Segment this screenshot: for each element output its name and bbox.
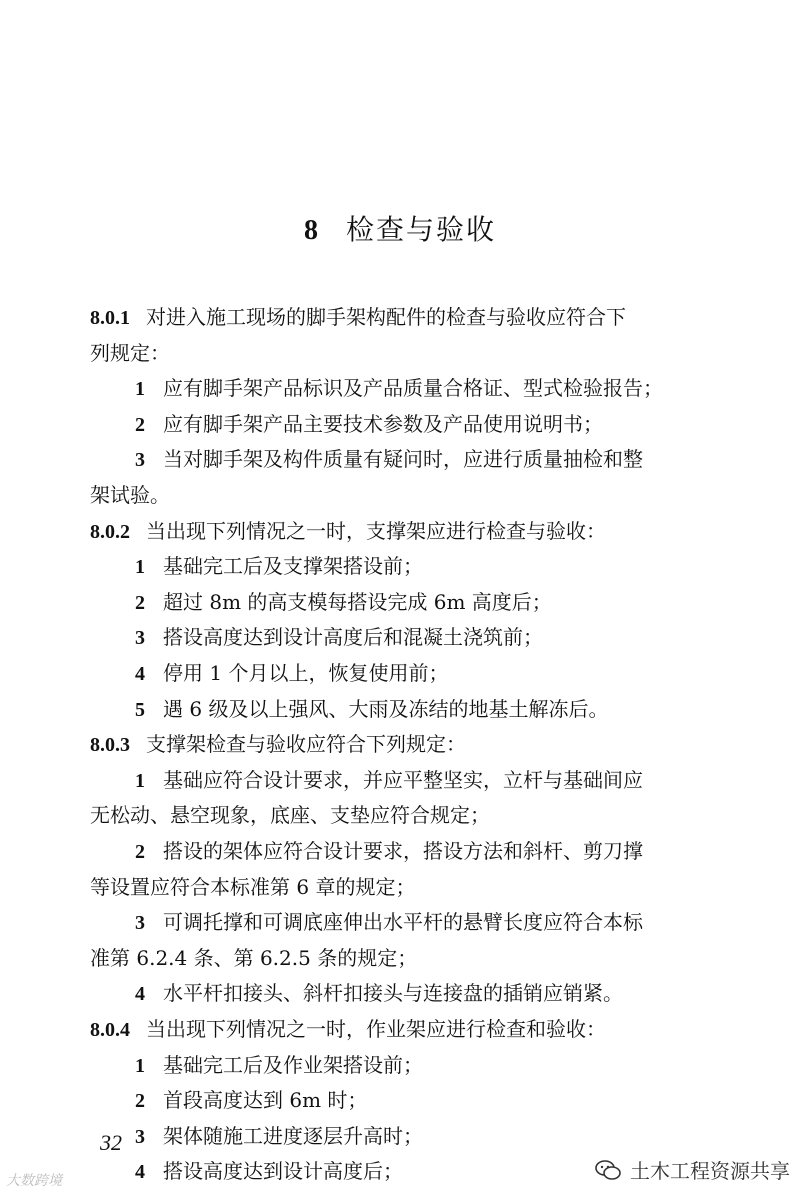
clause-text: 当出现下列情况之一时，支撑架应进行检查与验收：	[146, 518, 606, 543]
item-text: 超过 8m 的高支模每搭设完成 6m 高度后；	[163, 589, 552, 614]
item-number: 4	[135, 663, 145, 685]
list-item	[90, 943, 714, 973]
item-text: 架体随施工进度逐层升高时；	[163, 1123, 423, 1148]
clause-number: 8.0.4	[90, 1019, 130, 1041]
list-item	[135, 373, 759, 404]
item-text: 停用 1 个月以上，恢复使用前；	[163, 661, 449, 685]
item-number: 3	[135, 912, 145, 935]
clause-line	[90, 302, 714, 333]
item-text: 搭设高度达到设计高度后；	[163, 1159, 403, 1184]
clause-line	[90, 729, 714, 760]
list-item	[135, 907, 759, 938]
item-number: 3	[135, 449, 145, 472]
clause-number: 8.0.1	[90, 307, 130, 329]
item-text: 可调托撑和可调底座伸出水平杆的悬臂长度应符合本标	[163, 910, 643, 935]
item-number: 1	[135, 378, 145, 401]
list-item	[135, 978, 759, 1009]
item-number: 1	[135, 1054, 145, 1077]
list-item	[135, 694, 759, 725]
wechat-icon	[594, 1159, 622, 1181]
item-text: 应有脚手架产品标识及产品质量合格证、型式检验报告；	[163, 376, 663, 401]
item-number: 5	[135, 698, 145, 721]
item-number: 3	[135, 627, 145, 650]
list-item	[135, 765, 759, 796]
item-text: 水平杆扣接头、斜杆扣接头与连接盘的插销应销紧。	[163, 981, 623, 1006]
item-text: 无松动、悬空现象，底座、支垫应符合规定；	[90, 803, 490, 828]
clause-line	[90, 516, 714, 547]
item-number: 2	[135, 841, 145, 863]
item-text: 基础应符合设计要求，并应平整坚实，立杆与基础间应	[163, 767, 643, 792]
list-item	[90, 480, 714, 510]
list-item	[135, 658, 759, 689]
list-item	[135, 836, 759, 867]
item-number: 3	[135, 1125, 145, 1148]
item-text: 应有脚手架产品主要技术参数及产品使用说明书；	[163, 411, 603, 436]
list-item	[135, 1121, 759, 1152]
clause-line	[90, 338, 714, 368]
item-text: 架试验。	[90, 483, 170, 507]
list-item	[135, 409, 759, 440]
item-number: 1	[135, 769, 145, 792]
item-text: 搭设高度达到设计高度后和混凝土浇筑前；	[163, 625, 543, 650]
page-number: 32	[100, 1130, 122, 1155]
list-item	[135, 1050, 759, 1081]
chapter-heading	[0, 208, 800, 248]
item-number: 1	[135, 556, 145, 579]
list-item	[90, 872, 714, 902]
item-number: 2	[135, 591, 145, 614]
item-number: 2	[135, 413, 145, 436]
item-number: 4	[135, 1161, 145, 1184]
list-item	[135, 444, 759, 475]
item-text: 基础完工后及支撑架搭设前；	[163, 554, 423, 579]
list-item	[135, 587, 759, 618]
watermark-right	[594, 1155, 790, 1184]
item-text: 等设置应符合本标准第 6 章的规定；	[90, 874, 416, 899]
chapter-title: 检查与验收	[345, 213, 496, 246]
item-number: 2	[135, 1090, 145, 1113]
item-number: 4	[135, 983, 145, 1006]
clause-text: 对进入施工现场的脚手架构配件的检查与验收应符合下	[146, 305, 626, 329]
item-text: 搭设的架体应符合设计要求，搭设方法和斜杆、剪刀撑	[163, 839, 643, 863]
clause-text: 当出现下列情况之一时，作业架应进行检查和验收：	[146, 1017, 606, 1041]
list-item	[135, 551, 759, 582]
clause-text: 支撑架检查与验收应符合下列规定：	[146, 732, 466, 757]
item-text: 准第 6.2.4 条、第 6.2.5 条的规定；	[90, 945, 418, 970]
list-item	[135, 622, 759, 653]
clause-line	[90, 1014, 714, 1045]
chapter-number: 8	[303, 215, 320, 246]
list-item	[90, 800, 714, 830]
item-text: 当对脚手架及构件质量有疑问时，应进行质量抽检和整	[163, 447, 643, 472]
clause-number: 8.0.2	[90, 520, 130, 543]
list-item	[135, 1085, 759, 1116]
watermark-left: 大数跨境	[6, 1173, 62, 1189]
clause-number: 8.0.3	[90, 734, 130, 757]
watermark-right-text: 土木工程资源共享	[630, 1159, 790, 1183]
clause-text: 列规定：	[90, 340, 170, 365]
item-text: 遇 6 级及以上强风、大雨及冻结的地基土解冻后。	[163, 696, 609, 721]
item-text: 基础完工后及作业架搭设前；	[163, 1052, 423, 1077]
item-text: 首段高度达到 6m 时；	[163, 1088, 368, 1113]
